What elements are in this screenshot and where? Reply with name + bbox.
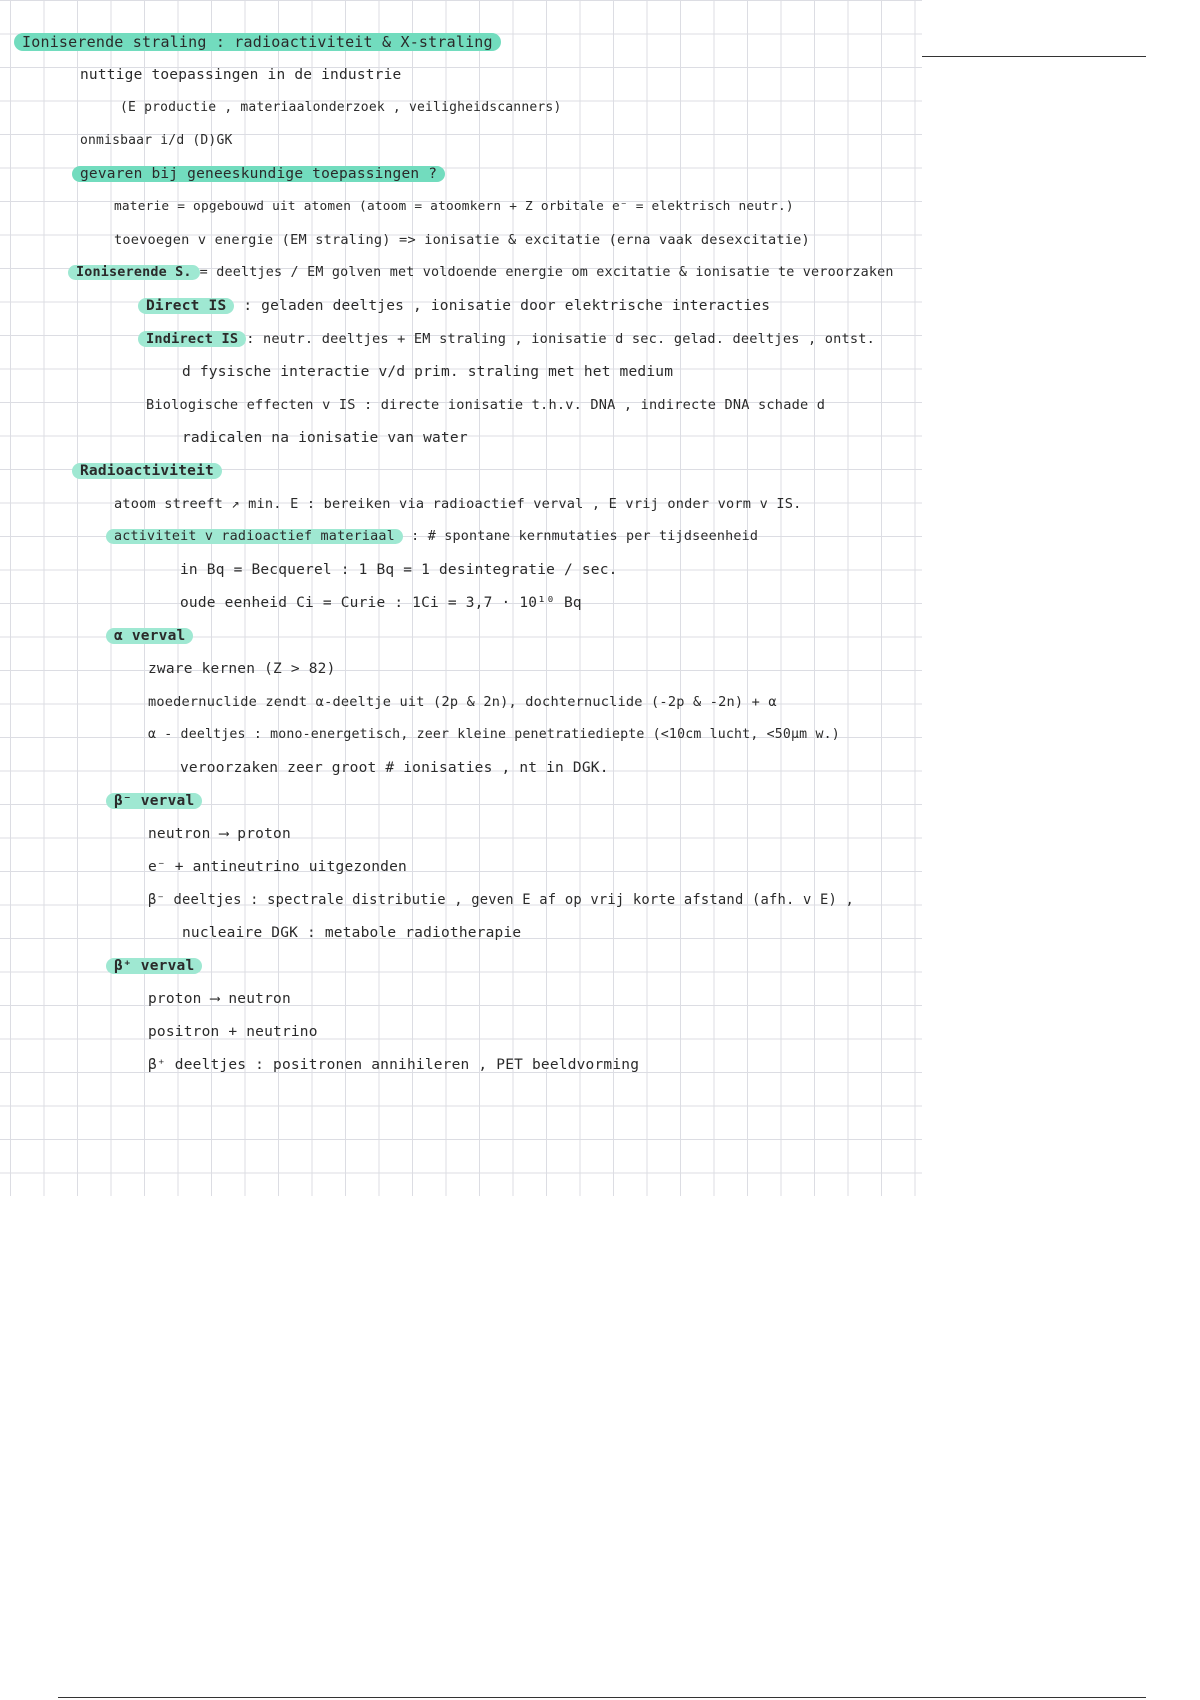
note-line: β⁻ deeltjes : spectrale distributie , geven E af op vrij korte afstand (afh. v E) , <box>148 892 855 908</box>
note-line: oude eenheid Ci = Curie : 1Ci = 3,7 · 10¹⁰ Bq <box>180 595 582 611</box>
footer-rule <box>58 1697 1146 1698</box>
term-highlight: activiteit v radioactief materiaal <box>106 529 403 544</box>
heading-highlight: β⁻ verval <box>106 793 202 809</box>
note-heading <box>114 956 202 976</box>
note-heading <box>114 626 193 646</box>
note-heading <box>80 461 222 481</box>
note-line <box>146 329 875 349</box>
note-line: radicalen na ionisatie van water <box>182 430 468 446</box>
note-line <box>76 263 894 283</box>
note-line: in Bq = Becquerel : 1 Bq = 1 desintegratie / sec. <box>180 562 618 578</box>
line-text: : geladen deeltjes , ionisatie door elektrische interacties <box>243 298 771 314</box>
note-heading <box>114 791 202 811</box>
note-line: e⁻ + antineutrino uitgezonden <box>148 859 407 875</box>
line-text: : neutr. deeltjes + EM straling , ionisatie d sec. gelad. deeltjes , ontst. <box>246 331 876 347</box>
note-line: neutron ⟶ proton <box>148 826 291 842</box>
note-line <box>146 296 770 316</box>
term-highlight: Ioniserende S. <box>68 265 200 280</box>
heading-highlight: β⁺ verval <box>106 958 202 974</box>
title-highlight: Ioniserende straling : radioactiviteit & X-straling <box>14 33 501 51</box>
heading-highlight: Radioactiviteit <box>72 463 222 479</box>
heading-highlight: gevaren bij geneeskundige toepassingen ? <box>72 166 445 182</box>
note-line: onmisbaar i/d (D)GK <box>80 133 233 148</box>
note-line: atoom streeft ↗ min. E : bereiken via radioactief verval , E vrij onder vorm v IS. <box>114 496 802 512</box>
note-line: zware kernen (Z > 82) <box>148 661 336 677</box>
note-line: nuttige toepassingen in de industrie <box>80 67 402 83</box>
header-rule <box>922 56 1146 57</box>
note-title <box>22 32 501 52</box>
note-line: toevoegen v energie (EM straling) => ionisatie & excitatie (erna vaak desexcitatie) <box>114 232 810 248</box>
note-line: (E productie , materiaalonderzoek , veiligheidscanners) <box>120 100 562 115</box>
note-line: moedernuclide zendt α-deeltje uit (2p & 2n), dochternuclide (-2p & -2n) + α <box>148 694 777 710</box>
note-line: materie = opgebouwd uit atomen (atoom = atoomkern + Z orbitale e⁻ = elektrisch neutr.) <box>114 199 794 214</box>
note-line: veroorzaken zeer groot # ionisaties , nt in DGK. <box>180 760 609 776</box>
note-line: d fysische interactie v/d prim. straling met het medium <box>182 364 674 380</box>
note-line: Biologische effecten v IS : directe ionisatie t.h.v. DNA , indirecte DNA schade d <box>146 397 826 413</box>
note-line <box>114 527 758 547</box>
line-text: = deeltjes / EM golven met voldoende energie om excitatie & ionisatie te veroorzaken <box>199 265 894 280</box>
note-line: α - deeltjes : mono-energetisch, zeer kleine penetratiediepte (<10cm lucht, <50µm w.) <box>148 727 840 742</box>
term-highlight: Direct IS <box>138 298 234 314</box>
note-line: proton ⟶ neutron <box>148 991 291 1007</box>
note-line: positron + neutrino <box>148 1024 318 1040</box>
note-heading <box>80 164 445 184</box>
note-line: nucleaire DGK : metabole radiotherapie <box>182 925 522 941</box>
term-highlight: Indirect IS <box>138 331 246 347</box>
heading-highlight: α verval <box>106 628 193 644</box>
line-text: : # spontane kernmutaties per tijdseenheid <box>411 529 759 544</box>
note-line: β⁺ deeltjes : positronen annihileren , PET beeldvorming <box>148 1057 640 1073</box>
